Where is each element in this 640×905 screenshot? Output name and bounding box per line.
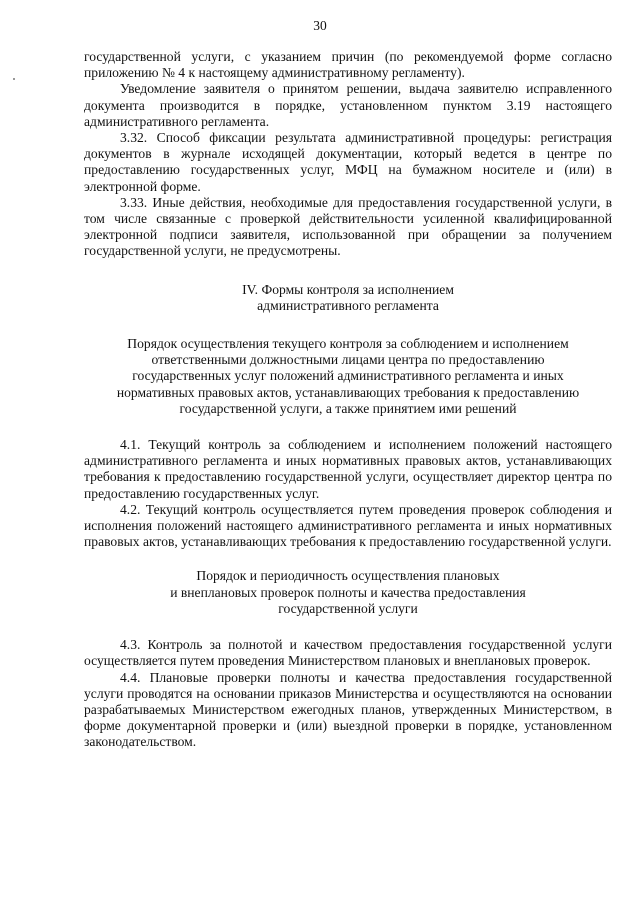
section-heading-line-1: IV. Формы контроля за исполнением: [242, 281, 454, 297]
subheading-1-line-4: нормативных правовых актов, устанавливающих требования к предоставлению: [116, 384, 580, 400]
paragraph-4-4: 4.4. Плановые проверки полноты и качества предоставления государственной услуги проводятся на основании приказов Министерства и осуществляются на основании разрабатываемых Министерством ежегодных планов, утвержденных Министерством, в форме документарной проверки и (или) выездной проверки в порядке, установленном законодательством.: [84, 669, 612, 750]
page-number: 30: [313, 18, 327, 33]
subheading-1-line-5: государственной услуги, а также принятием ими решений: [179, 400, 517, 416]
paragraph-4-1: 4.1. Текущий контроль за соблюдением и исполнением положений настоящего административного регламента и иных нормативных правовых актов, устанавливающих требования к предоставлению государственной услуги, осуществляет директор центра по предоставлению государственных услуг.: [84, 437, 612, 501]
paragraph-continued: государственной услуги, с указанием причин (по рекомендуемой форме согласно приложению № 4 к настоящему административному регламенту).: [84, 49, 612, 81]
paragraph-4-2: 4.2. Текущий контроль осуществляется путем проведения проверок соблюдения и исполнения положений настоящего административного регламента и иных нормативных правовых актов, устанавливающих требования к предоставлению государственной услуги.: [84, 501, 612, 550]
subheading-current-control: [84, 336, 612, 417]
scan-speck: [13, 78, 15, 80]
subheading-2-line-1: Порядок и периодичность осуществления плановых: [196, 568, 500, 584]
section-heading: [84, 282, 612, 314]
subheading-2-line-3: государственной услуги: [278, 600, 418, 616]
page-body: [84, 49, 612, 751]
paragraph-notice: Уведомление заявителя о принятом решении, выдача заявителю исправленного документа производится в порядке, установленном пунктом 3.19 настоящего административного регламента.: [84, 81, 612, 129]
subheading-1-line-3: государственных услуг положений административного регламента и иных: [132, 368, 564, 384]
section-heading-line-2: административного регламента: [257, 297, 439, 313]
subheading-2-line-2: и внеплановых проверок полноты и качества предоставления: [170, 584, 526, 600]
paragraph-3-32: 3.32. Способ фиксации результата административной процедуры: регистрация документов в журнале исходящей документации, который ведется в центре по предоставлению государственных услуг, МФЦ на бумажном носителе и (или) в электронной форме.: [84, 130, 612, 194]
subheading-1-line-1: Порядок осуществления текущего контроля за соблюдением и исполнением: [127, 336, 569, 352]
subheading-1-line-2: ответственными должностными лицами центра по предоставлению: [151, 352, 545, 368]
paragraph-4-3: 4.3. Контроль за полнотой и качеством предоставления государственной услуги осуществляется путем проведения Министерством плановых и внеплановых проверок.: [84, 637, 612, 669]
subheading-inspections: [84, 568, 612, 617]
paragraph-3-33: 3.33. Иные действия, необходимые для предоставления государственной услуги, в том числе связанные с проверкой действительности усиленной квалифицированной электронной подписи заявителя, использованной при обращении за получением государственной услуги, не предусмотрены.: [84, 194, 612, 259]
